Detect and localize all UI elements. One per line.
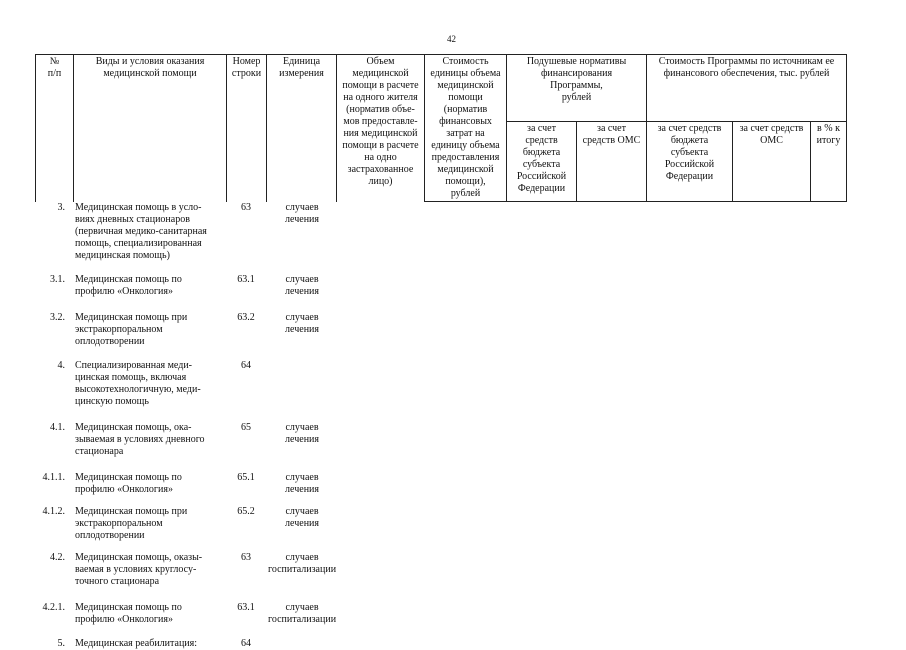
row-care-type: Медицинская помощь при экстракорпоральном оплодотворении [75, 506, 188, 541]
table-row [35, 602, 338, 626]
header-oms-percapita: за счет средств ОМС [577, 122, 647, 202]
header-unit: Единица измерения [267, 55, 337, 202]
row-line-number: 63 [241, 552, 251, 563]
row-care-type: Специализированная меди- цинская помощь, включая высокотехнологичную, меди- цинскую помощь [75, 360, 201, 407]
row-unit: случаев лечения [285, 274, 319, 297]
row-spacer [35, 588, 338, 602]
header-unit-cost: Стоимость единицы объема медицинской помощи (норматив финансовых затрат на единицу объема предоставления медицинской помощи), рублей [425, 55, 507, 202]
row-line-number: 64 [241, 638, 251, 649]
table-row [35, 312, 338, 348]
row-spacer [35, 262, 338, 274]
row-care-type: Медицинская реабилитация: [75, 638, 198, 649]
row-unit: случаев госпитализации [268, 602, 337, 625]
header-line-number: Номер строки [227, 55, 267, 202]
row-line-number: 63.1 [237, 274, 255, 285]
row-line-number: 63.2 [237, 312, 255, 323]
row-care-type: Медицинская помощь по профилю «Онкология» [75, 472, 182, 495]
row-spacer [35, 496, 338, 506]
header-volume: Объем медицинской помощи в расчете на одного жителя (норматив объе- мов предоставле- ния медицинской помощи в расчете на одно застрахованное лицо) [337, 55, 425, 202]
table-row [35, 506, 338, 542]
row-line-number: 65.2 [237, 506, 255, 517]
row-spacer [35, 298, 338, 312]
header-budget-program: за счет средств бюджета субъекта Российской Федерации [647, 122, 733, 202]
row-number: 4.1. [50, 422, 65, 433]
header-program-cost: Стоимость Программы по источникам ее финансового обеспечения, тыс. рублей [647, 55, 847, 122]
row-spacer [35, 626, 338, 638]
row-care-type: Медицинская помощь, ока- зываемая в условиях дневного стационара [75, 422, 205, 457]
program-cost-table [35, 54, 847, 650]
header-budget-percapita: за счет средств бюджета субъекта Российской Федерации [507, 122, 577, 202]
row-unit: случаев госпитализации [268, 552, 337, 575]
table-row [35, 552, 338, 588]
row-spacer [35, 408, 338, 422]
table-row [35, 274, 338, 298]
header-per-capita: Подушевые нормативы финансирования Программы, рублей [507, 55, 647, 122]
row-care-type: Медицинская помощь, оказы- ваемая в условиях круглосу- точного стационара [75, 552, 203, 587]
row-line-number: 64 [241, 360, 251, 371]
row-unit: случаев лечения [285, 312, 319, 335]
row-unit [266, 360, 338, 408]
row-line-number: 65.1 [237, 472, 255, 483]
header-percent-total: в % к итогу [811, 122, 847, 202]
row-number: 3.1. [50, 274, 65, 285]
row-number: 4.1.1. [42, 472, 65, 483]
table-row [35, 422, 338, 458]
row-unit: случаев лечения [285, 472, 319, 495]
row-care-type: Медицинская помощь по профилю «Онкология» [75, 602, 182, 625]
header-care-type: Виды и условия оказания медицинской помощи [74, 55, 227, 202]
row-line-number: 65 [241, 422, 251, 433]
row-number: 5. [57, 638, 65, 649]
page-number: 42 [447, 34, 456, 44]
row-spacer [35, 458, 338, 472]
table-row [35, 360, 338, 408]
row-spacer [35, 542, 338, 552]
row-number: 4.2.1. [42, 602, 65, 613]
row-care-type: Медицинская помощь в усло- виях дневных стационаров (первичная медико-санитарная помощь, специализированная медицинская помощь) [75, 202, 207, 261]
row-line-number: 63 [241, 202, 251, 213]
row-line-number: 63.1 [237, 602, 255, 613]
table-row [35, 472, 338, 496]
row-unit: случаев лечения [285, 202, 319, 225]
row-unit: случаев лечения [285, 422, 319, 445]
row-number: 4.1.2. [42, 506, 65, 517]
row-number: 3. [57, 202, 65, 213]
header-number: № п/п [36, 55, 74, 202]
header-oms-program: за счет средств ОМС [733, 122, 811, 202]
row-spacer [35, 348, 338, 360]
row-care-type: Медицинская помощь при экстракорпоральном оплодотворении [75, 312, 188, 347]
row-number: 4. [57, 360, 65, 371]
table-body [35, 202, 338, 650]
row-care-type: Медицинская помощь по профилю «Онкология» [75, 274, 182, 297]
row-number: 3.2. [50, 312, 65, 323]
row-unit: случаев лечения [285, 506, 319, 529]
table-header [35, 54, 847, 202]
row-number: 4.2. [50, 552, 65, 563]
table-row [35, 202, 338, 262]
